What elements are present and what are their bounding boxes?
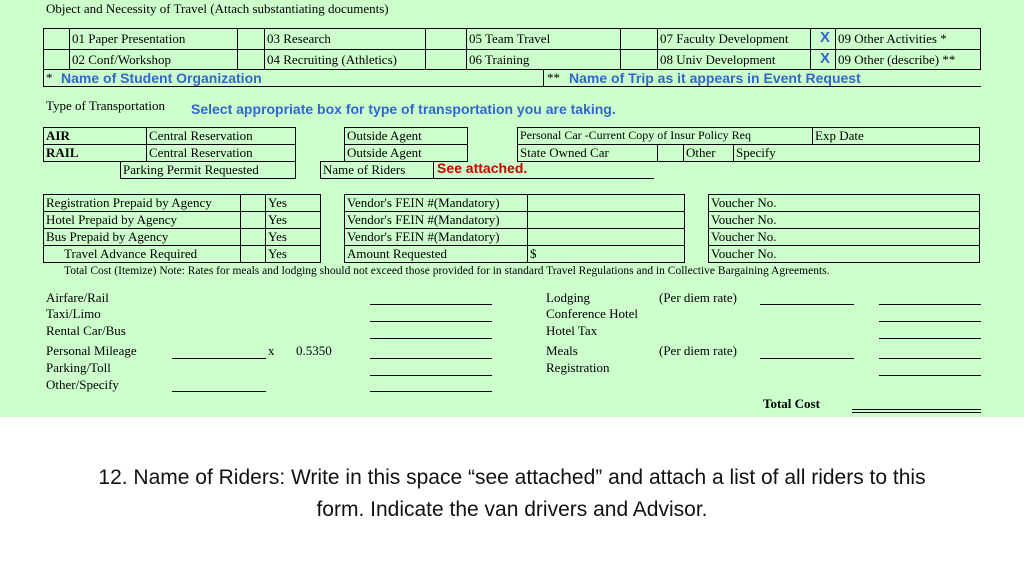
parking-toll-label: Parking/Toll xyxy=(46,360,111,375)
note-star-1: * xyxy=(46,70,53,85)
parking-permit-requested[interactable]: Parking Permit Requested xyxy=(120,161,296,179)
note-star-2: ** xyxy=(547,70,560,85)
parking-amount-field[interactable] xyxy=(370,375,492,376)
amount-requested-field[interactable]: $ xyxy=(527,245,685,263)
checkbox-09-other-describe-mark[interactable]: X xyxy=(820,50,831,67)
type-08-univ-development: 08 Univ Development xyxy=(660,52,776,67)
registration-label: Registration xyxy=(546,360,610,375)
mileage-miles-field[interactable] xyxy=(172,358,266,359)
meals-per-diem-label: (Per diem rate) xyxy=(659,343,737,358)
student-organization-label: Name of Student Organization xyxy=(61,70,262,86)
lodging-label: Lodging xyxy=(546,290,591,305)
voucher-no-advance[interactable]: Voucher No. xyxy=(708,245,980,263)
type-01-paper-presentation: 01 Paper Presentation xyxy=(72,31,186,46)
lodging-rate-field[interactable] xyxy=(760,304,854,305)
travel-advance-label: Travel Advance Required xyxy=(43,245,241,263)
voucher-no-hotel[interactable]: Voucher No. xyxy=(708,211,980,229)
mileage-times-sign: x xyxy=(268,343,275,358)
taxi-limo-label: Taxi/Limo xyxy=(46,306,101,321)
transportation-hint: Select appropriate box for type of transportation you are taking. xyxy=(191,101,616,117)
rental-car-bus-label: Rental Car/Bus xyxy=(46,323,126,338)
type-09-other-describe: 09 Other (describe) ** xyxy=(838,52,956,67)
hotel-prepaid-yes[interactable]: Yes xyxy=(265,211,321,229)
type-04-recruiting: 04 Recruiting (Athletics) xyxy=(267,52,397,67)
mileage-amount-field[interactable] xyxy=(370,358,492,359)
type-02-conf-workshop: 02 Conf/Workshop xyxy=(72,52,171,67)
vendor-fein-registration: Vendor's FEIN #(Mandatory) xyxy=(344,194,528,212)
voucher-no-bus[interactable]: Voucher No. xyxy=(708,228,980,246)
airfare-amount-field[interactable] xyxy=(370,304,492,305)
rental-amount-field[interactable] xyxy=(370,338,492,339)
lodging-amount-field[interactable] xyxy=(879,304,981,305)
lodging-per-diem-label: (Per diem rate) xyxy=(659,290,737,305)
central-reservation-air: Central Reservation xyxy=(146,127,296,145)
specify-field[interactable]: Specify xyxy=(733,144,980,162)
type-06-training: 06 Training xyxy=(469,52,530,67)
rail-option[interactable]: RAIL xyxy=(43,144,147,162)
taxi-amount-field[interactable] xyxy=(370,321,492,322)
vendor-fein-hotel-field[interactable] xyxy=(527,211,685,229)
other-specify-field[interactable] xyxy=(172,391,266,392)
amount-requested-label: Amount Requested xyxy=(344,245,528,263)
conference-hotel-amount-field[interactable] xyxy=(879,321,981,322)
total-cost-field[interactable] xyxy=(852,409,981,410)
airfare-rail-label: Airfare/Rail xyxy=(46,290,109,305)
hotel-tax-amount-field[interactable] xyxy=(879,338,981,339)
caption-line-1: 12. Name of Riders: Write in this space “see attached” and attach a list of all riders to this xyxy=(98,466,926,489)
total-cost-label: Total Cost xyxy=(763,396,820,411)
outside-agent-air: Outside Agent xyxy=(344,127,468,145)
personal-mileage-label: Personal Mileage xyxy=(46,343,137,358)
see-attached-entry[interactable]: See attached. xyxy=(437,160,528,176)
name-of-riders-label: Name of Riders xyxy=(320,161,434,179)
form-section-title: Object and Necessity of Travel (Attach substantiating documents) xyxy=(46,1,389,16)
transportation-label: Type of Transportation xyxy=(46,98,165,113)
type-05-team-travel: 05 Team Travel xyxy=(469,31,551,46)
meals-rate-field[interactable] xyxy=(760,358,854,359)
instruction-caption xyxy=(0,462,1024,526)
other-amount-field[interactable] xyxy=(370,391,492,392)
state-owned-car-option[interactable]: State Owned Car xyxy=(517,144,658,162)
mileage-rate: 0.5350 xyxy=(296,343,332,358)
type-07-faculty-development: 07 Faculty Development xyxy=(660,31,789,46)
hotel-prepaid-label: Hotel Prepaid by Agency xyxy=(43,211,241,229)
vendor-fein-registration-field[interactable] xyxy=(527,194,685,212)
registration-amount-field[interactable] xyxy=(879,375,981,376)
other-specify-label: Other/Specify xyxy=(46,377,119,392)
type-09-other-activities: 09 Other Activities * xyxy=(838,31,947,46)
type-03-research: 03 Research xyxy=(267,31,331,46)
vendor-fein-hotel: Vendor's FEIN #(Mandatory) xyxy=(344,211,528,229)
exp-date-field[interactable]: Exp Date xyxy=(812,127,980,145)
voucher-no-registration[interactable]: Voucher No. xyxy=(708,194,980,212)
outside-agent-rail: Outside Agent xyxy=(344,144,468,162)
checkbox-09-other-activities-mark[interactable]: X xyxy=(820,29,831,46)
registration-prepaid-yes[interactable]: Yes xyxy=(265,194,321,212)
vendor-fein-bus-field[interactable] xyxy=(527,228,685,246)
personal-car-option[interactable]: Personal Car -Current Copy of Insur Policy Req xyxy=(517,127,813,145)
vendor-fein-bus: Vendor's FEIN #(Mandatory) xyxy=(344,228,528,246)
other-transport-option[interactable]: Other xyxy=(683,144,734,162)
trip-name-label: Name of Trip as it appears in Event Request xyxy=(569,70,861,86)
travel-advance-yes[interactable]: Yes xyxy=(265,245,321,263)
caption-line-2: form. Indicate the van drivers and Advisor. xyxy=(316,498,708,521)
bus-prepaid-yes[interactable]: Yes xyxy=(265,228,321,246)
bus-prepaid-label: Bus Prepaid by Agency xyxy=(43,228,241,246)
conference-hotel-label: Conference Hotel xyxy=(546,306,639,321)
total-cost-note: Total Cost (Itemize) Note: Rates for meals and lodging should not exceed those provided for in standard Travel Regulations and in Collective Bargaining Agreements. xyxy=(64,265,830,277)
central-reservation-rail: Central Reservation xyxy=(146,144,296,162)
meals-label: Meals xyxy=(546,343,578,358)
registration-prepaid-label: Registration Prepaid by Agency xyxy=(43,194,241,212)
hotel-tax-label: Hotel Tax xyxy=(546,323,598,338)
air-option[interactable]: AIR xyxy=(43,127,147,145)
meals-amount-field[interactable] xyxy=(879,358,981,359)
